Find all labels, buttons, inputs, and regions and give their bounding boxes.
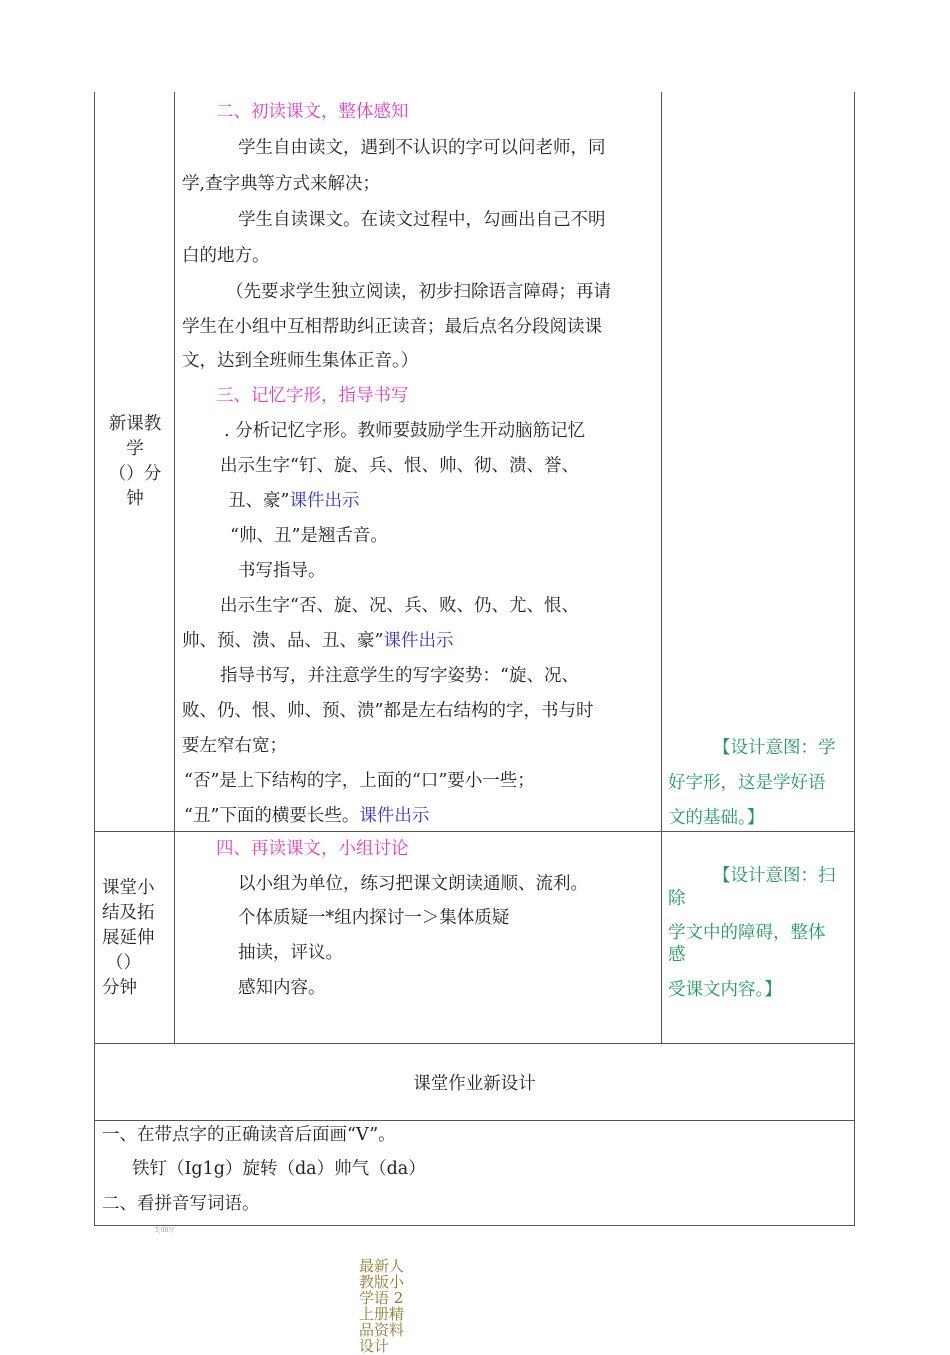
paragraph-8b: 帅、预、溃、品、丑、豪”课件出示 [182, 631, 454, 651]
footer-line-6: 设计 [359, 1337, 390, 1355]
homework-question-1-options: 铁钉（Ig1g）旋转（da）帅气（da） [132, 1159, 426, 1179]
design-note-2e: 受课文内容。】 [668, 980, 782, 1000]
section-label-new-lesson-4: 钟 [126, 489, 144, 509]
courseware-link-3: 课件出示 [359, 806, 430, 826]
tiny-mark: T;00?/ [155, 1227, 174, 1234]
row-divider-1 [94, 831, 855, 832]
table-left-border [94, 92, 95, 1226]
paragraph-14: 抽读，评议。 [238, 943, 343, 963]
section-label-summary-4: （） [106, 953, 141, 973]
paragraph-4: . 分析记忆字形。教师要鼓励学生开动脑筋记忆 [224, 421, 586, 441]
paragraph-7: 书写指导。 [238, 561, 326, 581]
homework-question-1: 一、在带点字的正确读音后面画“V”。 [102, 1125, 396, 1145]
section-label-new-lesson-2: 学 [126, 439, 144, 459]
section-label-summary-1: 课堂小 [102, 878, 155, 898]
paragraph-10: “否”是上下结构的字，上面的“口”要小一些； [184, 771, 535, 791]
courseware-link-2: 课件出示 [383, 631, 454, 651]
col2-divider [661, 92, 662, 1044]
design-note-2b: 除 [668, 889, 686, 909]
paragraph-9a: 指导书写，并注意学生的写字姿势：“旋、况、 [220, 666, 579, 686]
table-bottom-border [94, 1225, 855, 1226]
paragraph-1a: 学生自由读文，遇到不认识的字可以问老师，同 [238, 138, 606, 158]
section-label-new-lesson-3: （）分 [108, 464, 162, 484]
paragraph-9c: 要左窄右宽； [182, 736, 287, 756]
heading-first-reading: 二、初读课文，整体感知 [216, 102, 409, 122]
paragraph-8a: 出示生字“否、旋、况、兵、败、仍、尤、恨、 [220, 596, 579, 616]
heading-reread-discussion: 四、再读课文，小组讨论 [216, 839, 409, 859]
heading-memorize-characters: 三、记忆字形，指导书写 [216, 386, 409, 406]
row-divider-3 [94, 1120, 855, 1121]
footer-line-2: 教版小 [359, 1273, 405, 1291]
table-right-border [854, 92, 855, 1226]
paragraph-3c: 文，达到全班师生集体正音。） [182, 351, 419, 371]
paragraph-2a: 学生自读课文。在读文过程中，勾画出自己不明 [238, 210, 606, 230]
paragraph-2b: 白的地方。 [182, 246, 270, 266]
footer-line-1: 最新人 [359, 1257, 405, 1275]
paragraph-15: 感知内容。 [238, 978, 326, 998]
section-label-summary-2: 结及拓 [102, 903, 155, 923]
row-divider-2 [94, 1043, 855, 1044]
paragraph-11: “丑”下面的横要长些。课件出示 [184, 806, 430, 826]
design-note-2d: 感 [668, 945, 686, 965]
footer-line-5: 品资料 [359, 1321, 405, 1339]
section-label-new-lesson-1: 新课教 [108, 414, 162, 434]
paragraph-13: 个体质疑一*组内探讨一＞集体质疑 [238, 908, 510, 928]
paragraph-1b: 学,查字典等方式来解决； [182, 174, 381, 194]
design-note-1b: 好字形，这是学好语 [668, 773, 826, 793]
col1-divider [174, 92, 175, 1044]
courseware-link-1: 课件出示 [289, 491, 360, 511]
paragraph-3b: 学生在小组中互相帮助纠正读音；最后点名分段阅读课 [182, 317, 602, 337]
paragraph-3a: （先要求学生独立阅读，初步扫除语言障碍；再请 [226, 282, 611, 302]
design-note-1a: 【设计意图：学 [713, 738, 836, 758]
footer-line-3: 学语 2 [359, 1289, 404, 1307]
paragraph-9b: 败、仍、恨、帅、预、溃”都是左右结构的字，书与时 [182, 701, 594, 721]
paragraph-5b: 丑、豪”课件出示 [228, 491, 360, 511]
footer-line-4: 上册精 [359, 1305, 405, 1323]
design-note-2c: 学文中的障碍，整体 [668, 923, 826, 943]
paragraph-12: 以小组为单位，练习把课文朗读通顺、流利。 [238, 874, 588, 894]
design-note-1c: 文的基础。】 [668, 808, 765, 828]
paragraph-5a: 出示生字“钉、旋、兵、恨、帅、彻、溃、誉、 [220, 456, 579, 476]
homework-question-2: 二、看拼音写词语。 [102, 1194, 260, 1214]
section-label-summary-5: 分钟 [102, 978, 137, 998]
paragraph-6: “帅、丑”是翘舌音。 [230, 526, 388, 546]
homework-title: 课堂作业新设计 [413, 1074, 536, 1094]
design-note-2a: 【设计意图：扫 [713, 866, 836, 886]
section-label-summary-3: 展延伸 [102, 928, 155, 948]
